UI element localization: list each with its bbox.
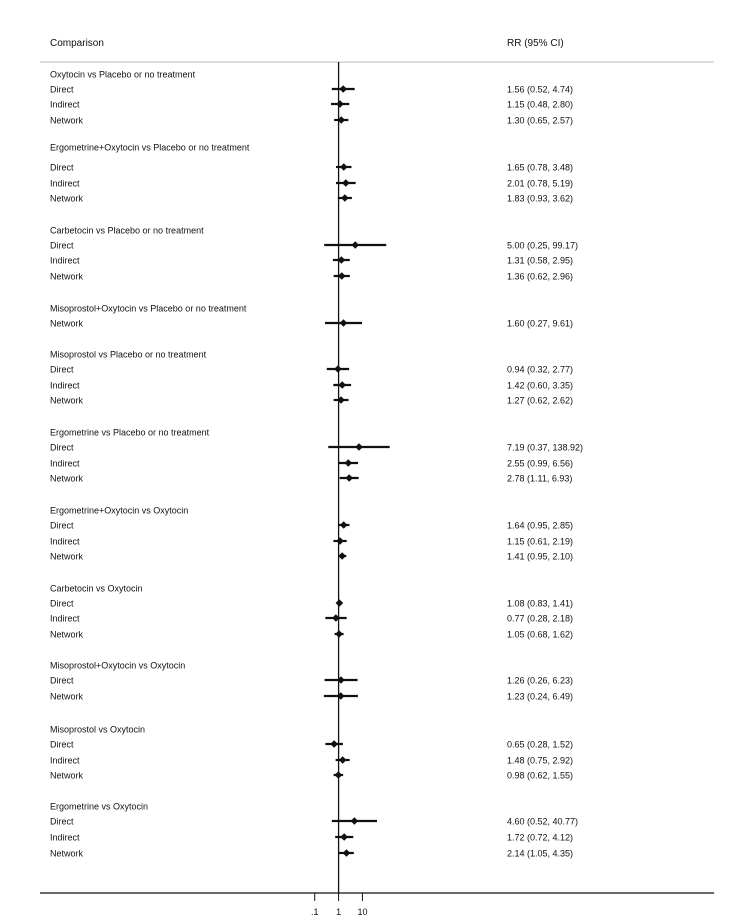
group-title: Carbetocin vs Oxytocin xyxy=(50,583,143,594)
point-estimate-marker xyxy=(340,833,348,841)
rr-ci-value: 1.41 (0.95, 2.10) xyxy=(507,551,574,562)
point-estimate-marker xyxy=(339,85,347,93)
rr-ci-value: 1.26 (0.26, 6.23) xyxy=(507,675,574,686)
group-title: Misoprostol vs Placebo or no treatment xyxy=(50,349,207,360)
row-label: Indirect xyxy=(50,536,80,547)
rr-ci-value: 1.65 (0.78, 3.48) xyxy=(507,162,574,173)
rr-ci-value: 7.19 (0.37, 138.92) xyxy=(507,442,584,453)
rr-ci-value: 2.01 (0.78, 5.19) xyxy=(507,178,574,189)
row-label: Indirect xyxy=(50,380,80,391)
row-label: Network xyxy=(50,629,84,640)
point-estimate-marker xyxy=(334,365,342,373)
group-title: Oxytocin vs Placebo or no treatment xyxy=(50,69,196,80)
point-estimate-marker xyxy=(330,740,338,748)
row-label: Direct xyxy=(50,520,74,531)
rr-ci-value: 1.15 (0.48, 2.80) xyxy=(507,99,574,110)
row-label: Indirect xyxy=(50,755,80,766)
row-label: Network xyxy=(50,271,84,282)
row-label: Network xyxy=(50,115,84,126)
row-label: Indirect xyxy=(50,458,80,469)
header-rr-ci: RR (95% CI) xyxy=(507,38,564,49)
x-tick-label: 10 xyxy=(357,907,368,917)
row-label: Direct xyxy=(50,84,74,95)
rr-ci-value: 0.65 (0.28, 1.52) xyxy=(507,739,574,750)
rr-ci-value: 5.00 (0.25, 99.17) xyxy=(507,240,579,251)
point-estimate-marker xyxy=(351,817,359,825)
rr-ci-value: 2.14 (1.05, 4.35) xyxy=(507,848,574,859)
row-label: Direct xyxy=(50,442,74,453)
x-tick-label: 1 xyxy=(336,907,342,917)
row-label: Network xyxy=(50,551,84,562)
group-title: Ergometrine vs Placebo or no treatment xyxy=(50,427,210,438)
rr-ci-value: 1.83 (0.93, 3.62) xyxy=(507,193,574,204)
group-title: Ergometrine vs Oxytocin xyxy=(50,801,149,812)
x-tick-label: .1 xyxy=(310,907,319,917)
point-estimate-marker xyxy=(355,443,363,451)
rr-ci-value: 0.77 (0.28, 2.18) xyxy=(507,613,574,624)
row-label: Indirect xyxy=(50,99,80,110)
row-label: Indirect xyxy=(50,255,80,266)
rr-ci-value: 0.94 (0.32, 2.77) xyxy=(507,364,574,375)
point-estimate-marker xyxy=(335,771,343,779)
rr-ci-value: 1.42 (0.60, 3.35) xyxy=(507,380,574,391)
point-estimate-marker xyxy=(339,756,347,764)
point-estimate-marker xyxy=(340,163,348,171)
point-estimate-marker xyxy=(340,521,348,529)
rr-ci-value: 1.56 (0.52, 4.74) xyxy=(507,84,574,95)
rr-ci-value: 1.15 (0.61, 2.19) xyxy=(507,536,574,547)
group-title: Ergometrine+Oxytocin vs Placebo or no treatment xyxy=(50,142,250,153)
row-label: Network xyxy=(50,473,84,484)
rr-ci-value: 1.36 (0.62, 2.96) xyxy=(507,271,574,282)
point-estimate-marker xyxy=(343,849,351,857)
group-title: Misoprostol+Oxytocin vs Placebo or no treatment xyxy=(50,303,247,314)
row-label: Indirect xyxy=(50,613,80,624)
point-estimate-marker xyxy=(344,459,352,467)
rr-ci-value: 1.31 (0.58, 2.95) xyxy=(507,255,574,266)
row-label: Network xyxy=(50,395,84,406)
row-label: Direct xyxy=(50,739,74,750)
rr-ci-value: 1.23 (0.24, 6.49) xyxy=(507,691,574,702)
group-title: Carbetocin vs Placebo or no treatment xyxy=(50,225,204,236)
rr-ci-value: 2.55 (0.99, 6.56) xyxy=(507,458,574,469)
rr-ci-value: 1.60 (0.27, 9.61) xyxy=(507,318,574,329)
rr-ci-value: 1.48 (0.75, 2.92) xyxy=(507,755,574,766)
row-label: Network xyxy=(50,193,84,204)
row-label: Direct xyxy=(50,240,74,251)
rr-ci-value: 1.27 (0.62, 2.62) xyxy=(507,395,574,406)
rr-ci-value: 0.98 (0.62, 1.55) xyxy=(507,770,574,781)
point-estimate-marker xyxy=(338,381,346,389)
group-title: Misoprostol vs Oxytocin xyxy=(50,724,146,735)
x-axis-ticks xyxy=(311,893,367,917)
rr-ci-value: 1.05 (0.68, 1.62) xyxy=(507,629,574,640)
row-label: Indirect xyxy=(50,832,80,843)
rr-ci-value: 1.72 (0.72, 4.12) xyxy=(507,832,574,843)
point-estimate-marker xyxy=(338,552,346,560)
row-label: Network xyxy=(50,770,84,781)
rr-ci-value: 1.30 (0.65, 2.57) xyxy=(507,115,574,126)
row-label: Direct xyxy=(50,675,74,686)
point-estimate-marker xyxy=(340,319,348,327)
row-label: Network xyxy=(50,318,84,329)
point-estimate-marker xyxy=(342,179,350,187)
point-estimate-marker xyxy=(336,100,344,108)
row-label: Direct xyxy=(50,816,74,827)
rr-ci-value: 2.78 (1.11, 6.93) xyxy=(507,473,573,484)
row-label: Indirect xyxy=(50,178,80,189)
header-comparison: Comparison xyxy=(50,38,104,49)
group-title: Ergometrine+Oxytocin vs Oxytocin xyxy=(50,505,189,516)
row-label: Direct xyxy=(50,598,74,609)
point-estimate-marker xyxy=(351,241,359,249)
row-label: Network xyxy=(50,848,84,859)
point-estimate-marker xyxy=(335,630,343,638)
rr-ci-value: 1.08 (0.83, 1.41) xyxy=(507,598,574,609)
row-label: Direct xyxy=(50,364,74,375)
rr-ci-value: 1.64 (0.95, 2.85) xyxy=(507,520,574,531)
group-title: Misoprostol+Oxytocin vs Oxytocin xyxy=(50,660,186,671)
point-estimate-marker xyxy=(345,474,353,482)
point-estimate-marker xyxy=(336,599,344,607)
forest-rows xyxy=(50,70,583,859)
row-label: Direct xyxy=(50,162,74,173)
row-label: Network xyxy=(50,691,84,702)
point-estimate-marker xyxy=(336,537,344,545)
point-estimate-marker xyxy=(341,194,349,202)
rr-ci-value: 4.60 (0.52, 40.77) xyxy=(507,816,579,827)
